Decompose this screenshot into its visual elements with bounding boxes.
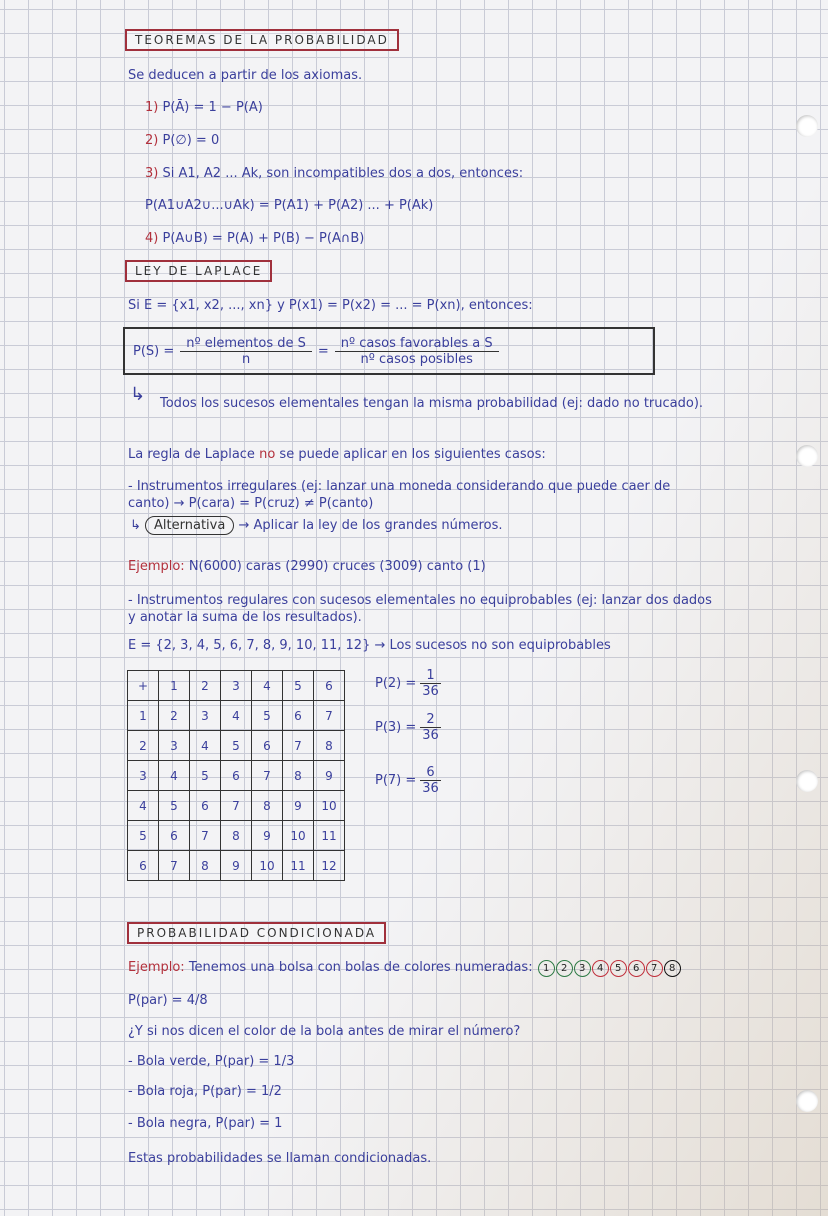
laplace-formula-box [123, 327, 655, 375]
laplace-title: LEY DE LAPLACE [125, 260, 272, 282]
theorems-title: TEOREMAS DE LA PROBABILIDAD [125, 29, 399, 51]
table-row [128, 701, 345, 731]
table-cell: 1 [128, 701, 159, 731]
table-cell: 3 [221, 671, 252, 701]
ball-6: 6 [628, 960, 645, 977]
table-row [128, 761, 345, 791]
table-cell: 10 [283, 821, 314, 851]
table-cell: 6 [314, 671, 345, 701]
sample-space: E = {2, 3, 4, 5, 6, 7, 8, 9, 10, 11, 12} → Los sucesos no son equiprobables [128, 638, 611, 653]
table-cell: 11 [314, 821, 345, 851]
table-cell: 7 [159, 851, 190, 881]
ball-7: 7 [646, 960, 663, 977]
table-cell: 5 [252, 701, 283, 731]
table-cell: 6 [190, 791, 221, 821]
table-cell: 8 [190, 851, 221, 881]
table-cell: 7 [221, 791, 252, 821]
case-red: - Bola roja, P(par) = 1/2 [128, 1084, 282, 1099]
table-cell: 7 [190, 821, 221, 851]
p-par: P(par) = 4/8 [128, 993, 208, 1008]
conditional-title: PROBABILIDAD CONDICIONADA [127, 922, 386, 944]
prob-3: P(3) = $\frac{2}{36}$ [375, 712, 439, 743]
table-cell: 2 [190, 671, 221, 701]
alternative-row: ↳ Alternativa → Aplicar la ley de los grandes números. [130, 518, 503, 533]
prob-2: P(2) = $\frac{1}{36}$ [375, 668, 439, 699]
table-cell: + [128, 671, 159, 701]
table-cell: 9 [314, 761, 345, 791]
table-cell: 9 [221, 851, 252, 881]
table-cell: 8 [221, 821, 252, 851]
ball-8: 8 [664, 960, 681, 977]
punch-hole [796, 770, 818, 792]
laplace-condition: Si E = {x1, x2, ..., xn} y P(x1) = P(x2) = ... = P(xn), entonces: [128, 298, 533, 313]
formula-fraction-1: $\frac{\text{nº elementos de S}}{n}$ [180, 336, 312, 367]
table-cell: 2 [128, 731, 159, 761]
ball-2: 2 [556, 960, 573, 977]
table-cell: 7 [314, 701, 345, 731]
arrow-icon: ↳ [130, 384, 146, 405]
table-row [128, 731, 345, 761]
laplace-note: Todos los sucesos elementales tengan la misma probabilidad (ej: dado no trucado). [160, 396, 704, 411]
table-cell: 12 [314, 851, 345, 881]
table-cell: 3 [190, 701, 221, 731]
table-cell: 5 [283, 671, 314, 701]
table-cell: 9 [252, 821, 283, 851]
table-cell: 5 [128, 821, 159, 851]
alternative-text: Aplicar la ley de los grandes números. [253, 518, 503, 533]
table-cell: 2 [159, 701, 190, 731]
table-cell: 4 [159, 761, 190, 791]
table-cell: 6 [159, 821, 190, 851]
conclusion: Estas probabilidades se llaman condicionadas. [128, 1151, 432, 1166]
table-cell: 6 [283, 701, 314, 731]
ball-1: 1 [538, 960, 555, 977]
table-cell: 6 [252, 731, 283, 761]
punch-hole [796, 445, 818, 467]
ball-5: 5 [610, 960, 627, 977]
question: ¿Y si nos dicen el color de la bola antes de mirar el número? [128, 1024, 521, 1039]
table-cell: 6 [221, 761, 252, 791]
table-cell: 3 [159, 731, 190, 761]
example-bag: Ejemplo: Tenemos una bolsa con bolas de colores numeradas: 1 2 3 4 5 6 7 8 [128, 960, 681, 977]
table-cell: 10 [252, 851, 283, 881]
table-cell: 11 [283, 851, 314, 881]
case-regular: - Instrumentos regulares con sucesos elementales no equiprobables (ej: lanzar dos dados y anotar la suma de los resultados). [128, 593, 712, 625]
case-black: - Bola negra, P(par) = 1 [128, 1116, 283, 1131]
case-irregular: - Instrumentos irregulares (ej: lanzar una moneda considerando que puede caer de canto) → P(cara) = P(cruz) ≠ P(canto) [128, 479, 671, 511]
table-row [128, 791, 345, 821]
theorem-4: 4) P(A∪B) = P(A) + P(B) − P(A∩B) [145, 231, 365, 246]
table-cell: 6 [128, 851, 159, 881]
prob-7: P(7) = $\frac{6}{36}$ [375, 765, 439, 796]
table-cell: 4 [128, 791, 159, 821]
formula-lhs: P(S) = [133, 343, 175, 359]
table-cell: 4 [252, 671, 283, 701]
formula-fraction-2: $\frac{\text{nº casos favorables a S}}{\text{nº casos posibles}}$ [335, 336, 499, 367]
table-cell: 8 [314, 731, 345, 761]
table-cell: 7 [283, 731, 314, 761]
ball-4: 4 [592, 960, 609, 977]
table-cell: 9 [283, 791, 314, 821]
table-cell: 5 [221, 731, 252, 761]
table-cell: 8 [252, 791, 283, 821]
table-cell: 5 [159, 791, 190, 821]
table-cell: 7 [252, 761, 283, 791]
punch-hole [796, 115, 818, 137]
table-row [128, 851, 345, 881]
balls [537, 960, 681, 975]
example-coin: Ejemplo: N(6000) caras (2990) cruces (3009) canto (1) [128, 559, 486, 574]
theorem-1: 1) P(Ā) = 1 − P(A) [145, 100, 263, 115]
theorems-intro: Se deducen a partir de los axiomas. [128, 68, 363, 83]
formula-equals: = [317, 343, 329, 359]
table-cell: 8 [283, 761, 314, 791]
theorem-3: 3) Si A1, A2 ... Ak, son incompatibles dos a dos, entonces: [145, 166, 524, 181]
not-applicable-intro: La regla de Laplace no se puede aplicar en los siguientes casos: [128, 447, 546, 462]
case-green: - Bola verde, P(par) = 1/3 [128, 1054, 295, 1069]
table-cell: 4 [190, 731, 221, 761]
dice-sum-table [127, 670, 345, 881]
table-cell: 5 [190, 761, 221, 791]
table-cell: 10 [314, 791, 345, 821]
punch-hole [796, 1090, 818, 1112]
table-header-row [128, 671, 345, 701]
table-cell: 1 [159, 671, 190, 701]
table-row [128, 821, 345, 851]
theorem-2: 2) P(∅) = 0 [145, 133, 220, 148]
theorem-3-formula: P(A1∪A2∪...∪Ak) = P(A1) + P(A2) ... + P(Ak) [145, 198, 434, 213]
table-cell: 4 [221, 701, 252, 731]
alternative-cloud: Alternativa [145, 516, 234, 535]
table-cell: 3 [128, 761, 159, 791]
ball-3: 3 [574, 960, 591, 977]
